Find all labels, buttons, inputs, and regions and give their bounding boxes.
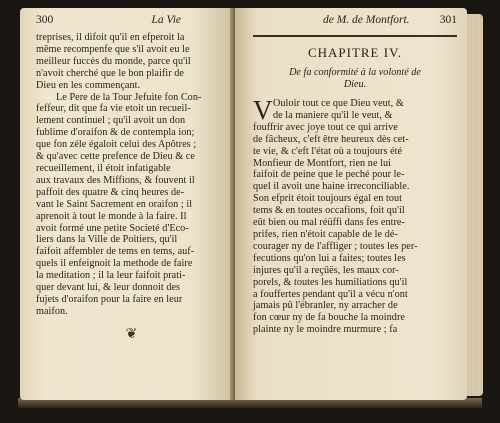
chapter-heading: CHAPITRE IV.	[307, 45, 403, 60]
chapter-subtitle-line-2: Dieu.	[343, 78, 367, 90]
text-line: aprenoit à tout le monde à la faire. Il	[36, 210, 187, 222]
text-line: courager ny de l'affliger ; toutes les per-	[253, 240, 418, 252]
right-running-head	[253, 14, 457, 30]
text-line: vant le Saint Sacrement en oraifon ; il	[36, 198, 193, 210]
text-line: feffeur, dit que fa vie etoit un recueil-	[36, 103, 191, 115]
text-line: Ouloir tout ce que Dieu veut, &	[273, 98, 404, 109]
left-running-head	[36, 14, 227, 30]
text-line: que fon zéle égaloit celui des Apôtres ;	[36, 139, 197, 151]
text-line: faifoit affembler de tems en tems, auf-	[36, 246, 195, 258]
text-line: avoit formé une petite Societé d'Eco-	[36, 222, 189, 234]
drop-cap: V	[253, 95, 273, 125]
chapter-rule	[253, 35, 457, 37]
text-line: de fâcheux, c'eft être heureux dès cet-	[253, 133, 409, 145]
right-body-lines	[253, 95, 457, 336]
left-body-text	[36, 32, 227, 318]
text-line: Son efprit étoit toujours égal en tout	[253, 193, 403, 205]
text-line: quel il avoit une haine irreconciliable.	[253, 181, 410, 193]
text-line: injures qu'il a reçûës, les maux cor-	[253, 264, 399, 276]
text-line: aux travaux des Miffions, & fouvent il	[36, 174, 195, 186]
text-line: prifes, rien n'étoit capable de le dé-	[253, 228, 398, 240]
text-line: quels il enfeignoit la methode de faire	[36, 258, 193, 270]
text-line: quer devant lui, & leur donnoit des	[36, 282, 181, 294]
text-line: même recompenfe que s'il avoit eu le	[36, 43, 190, 55]
text-line: eût bien ou mal réüffi dans fes entre-	[253, 217, 405, 229]
left-page	[20, 8, 235, 400]
text-line: te vie, & c'eft l'état où a toujours été	[253, 145, 403, 157]
text-line: Le Pere de la Tour Jefuite fon Con-	[56, 91, 202, 103]
chapter-subtitle	[253, 67, 457, 90]
text-line: a fouffertes pendant qu'il a vécu n'ont	[253, 288, 408, 300]
text-line: paffoit des quatre & cinq heures de-	[36, 186, 185, 198]
left-page-number: 300	[36, 14, 54, 26]
right-page	[235, 8, 467, 400]
text-line: tems & en toutes occafions, foit qu'il	[253, 205, 405, 217]
text-line: maifon.	[36, 305, 68, 317]
text-line: de la maniere qu'il le veut, &	[273, 109, 393, 121]
page-edges-right	[467, 14, 483, 396]
text-line: Monfieur de Montfort, rien ne lui	[253, 157, 392, 169]
text-line: plainte ny le moindre murmure ; fa	[253, 324, 398, 336]
right-running-title: de M. de Montfort.	[323, 14, 410, 26]
text-line: n'avoit cherché que le bon plaifir de	[36, 67, 184, 79]
text-line: & qu'avec cette prefence de Dieu & ce	[36, 151, 195, 163]
text-line: fon cœur ny de fa bouche la moindre	[253, 312, 405, 324]
right-body-text	[253, 95, 457, 336]
text-line: porels, & toutes les humiliations qu'il	[253, 276, 408, 288]
text-line: fecutions qu'on lui a faites; toutes les	[253, 252, 406, 264]
right-page-number: 301	[439, 14, 457, 26]
text-line: treprises, il difoit qu'il en efperoit la	[36, 32, 185, 43]
text-line: fujets d'oraifon pour la faire en leur	[36, 293, 183, 305]
text-line: fouffrir avec joye tout ce qui arrive	[253, 121, 398, 133]
text-line: fublime d'oraifon & de contempla ion;	[36, 127, 195, 139]
ornament-fleuron: ❦	[125, 326, 138, 342]
text-line: recueillement, il étoit infatigable	[36, 162, 171, 174]
text-line: jamais pû l'ébranler, ny arracher de	[253, 300, 398, 312]
text-line: la meditation ; il la leur faifoit prati-	[36, 270, 186, 282]
text-line: liers dans la Ville de Poitiers, qu'il	[36, 234, 178, 246]
text-line: Dieu en les commençant.	[36, 79, 141, 91]
text-line: lement continuel ; qu'il avoit un don	[36, 115, 186, 127]
left-running-title: La Vie	[151, 14, 181, 26]
text-line: meilleur fuccès du monde, parce qu'il	[36, 55, 191, 67]
text-line: faifoit de peine que le peché pour le-	[253, 169, 405, 181]
chapter-subtitle-line-1: De fa conformité à la volonté de	[289, 67, 421, 78]
